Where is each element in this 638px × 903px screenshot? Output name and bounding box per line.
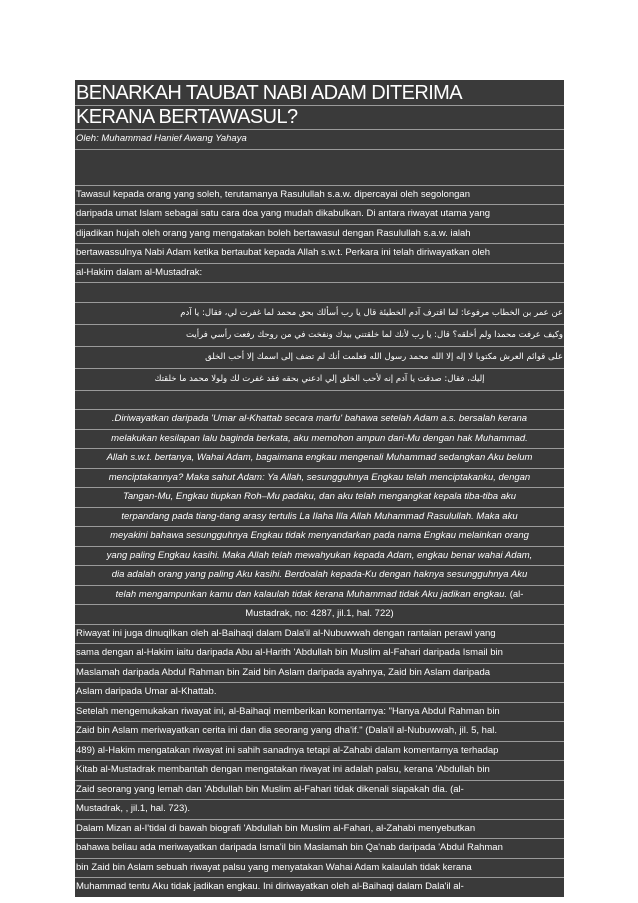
translation-line: dia adalah orang yang paling Aku kasihi. Berdoalah kepada-Ku dengan haknya sesungguhnya Aku [75,565,564,585]
arabic-hadith-line: عن عمر بن الخطاب مرفوعا: لما اقترف آدم الخطيئة قال يا رب أسألك بحق محمد لما غفرت لي، فقال: يا آدم [75,302,564,324]
translation-last-text: telah mengampunkan kamu dan kalaulah tidak kerana Muhammad tidak Aku jadikan engkau. [115,588,508,600]
translation-line: .Diriwayatkan daripada 'Umar al-Khattab secara marfu' bahawa setelah Adam a.s. bersalah kerana [75,409,564,429]
translation-line: menciptakannya? Maka sahut Adam: Ya Allah, sesungguhnya Engkau telah menciptakanku, dengan [75,468,564,488]
body-line: bahawa beliau ada meriwayatkan daripada Isma'il bin Maslamah bin Qa'nab daripada 'Abdul Rahman [75,838,564,858]
body-line: Aslam daripada Umar al-Khattab. [75,682,564,702]
spacer [75,149,564,185]
translation-tail: (al- [509,588,524,600]
translation-line: meyakini bahawa sesungguhnya Engkau tidak menyandarkan pada nama Engkau melainkan orang [75,526,564,546]
body-line: Kitab al-Mustadrak membantah dengan mengatakan riwayat ini adalah palsu, kerana 'Abdullah bin [75,760,564,780]
body-line: Riwayat ini juga dinuqilkan oleh al-Baihaqi dalam Dala'il al-Nubuwwah dengan rantaian perawi yang [75,624,564,644]
citation: Mustadrak, no: 4287, jil.1, hal. 722) [75,604,564,624]
spacer [75,282,564,302]
article-title-line-2: KERANA BERTAWASUL? [75,105,564,129]
article-byline: Oleh: Muhammad Hanief Awang Yahaya [75,129,564,149]
body-line: 489) al-Hakim mengatakan riwayat ini sahih sanadnya tetapi al-Zahabi dalam komentarnya terhadap [75,741,564,761]
arabic-hadith-line: وكيف عرفت محمدا ولم أخلقه؟ قال: يا رب لأنك لما خلقتني بيدك ونفخت في من روحك رفعت رأسي فرأيت [75,324,564,346]
body-line: Mustadrak, , jil.1, hal. 723). [75,799,564,819]
intro-line: al-Hakim dalam al-Mustadrak: [75,263,564,283]
intro-line: dijadikan hujah oleh orang yang mengatakan boleh bertawasul dengan Rasulullah s.a.w. ialah [75,224,564,244]
body-line: bin Zaid bin Aslam sebuah riwayat palsu yang menyatakan Wahai Adam kalaulah tidak kerana [75,858,564,878]
body-line: sama dengan al-Hakim iaitu daripada Abu al-Harith 'Abdullah bin Muslim al-Fahari daripada Ismail bin [75,643,564,663]
body-line: Zaid seorang yang lemah dan 'Abdullah bin Muslim al-Fahari tidak dikenali siapakah dia. (al- [75,780,564,800]
body-line: Setelah mengemukakan riwayat ini, al-Baihaqi memberikan komentarnya: "Hanya Abdul Rahman bin [75,702,564,722]
translation-line: yang paling Engkau kasihi. Maka Allah telah mewahyukan kepada Adam, engkau benar wahai Adam, [75,546,564,566]
intro-line: bertawassulnya Nabi Adam ketika bertaubat kepada Allah s.w.t. Perkara ini telah diriwayatkan oleh [75,243,564,263]
document-page [75,80,564,897]
spacer [75,390,564,410]
body-line: Zaid bin Aslam meriwayatkan cerita ini dan dia seorang yang dha'if." (Dala'il al-Nubuwwah, jil. 5, hal. [75,721,564,741]
body-line: Maslamah daripada Abdul Rahman bin Zaid bin Aslam daripada ayahnya, Zaid bin Aslam daripada [75,663,564,683]
translation-line: Allah s.w.t. bertanya, Wahai Adam, bagaimana engkau mengenali Muhammad sedangkan Aku belum [75,448,564,468]
intro-line: daripada umat Islam sebagai satu cara doa yang mudah dikabulkan. Di antara riwayat utama yang [75,204,564,224]
intro-line: Tawasul kepada orang yang soleh, terutamanya Rasulullah s.a.w. dipercayai oleh segolongan [75,185,564,205]
translation-line [75,585,564,605]
body-line: Muhammad tentu Aku tidak jadikan engkau. Ini diriwayatkan oleh al-Baihaqi dalam Dala'il al- [75,877,564,897]
translation-line: terpandang pada tiang-tiang arasy tertulis La Ilaha Illa Allah Muhammad Rasulullah. Maka aku [75,507,564,527]
body-line: Dalam Mizan al-I'tidal di bawah biografi 'Abdullah bin Muslim al-Fahari, al-Zahabi menyebutkan [75,819,564,839]
translation-line: melakukan kesilapan lalu baginda berkata, aku memohon ampun dari-Mu dengan hak Muhammad. [75,429,564,449]
article-title-line-1: BENARKAH TAUBAT NABI ADAM DITERIMA [76,82,462,104]
translation-line: Tangan-Mu, Engkau tiupkan Roh–Mu padaku, dan aku telah mengangkat kepala tiba-tiba aku [75,487,564,507]
arabic-hadith-line: على قوائم العرش مكتوبا لا إله إلا الله محمد رسول الله فعلمت أنك لم تضف إلى اسمك إلا أحب الخلق [75,346,564,368]
arabic-hadith-line: إليك، فقال: صدقت يا آدم إنه لأحب الخلق إلي ادعني بحقه فقد غفرت لك ولولا محمد ما خلقتك [75,368,564,390]
